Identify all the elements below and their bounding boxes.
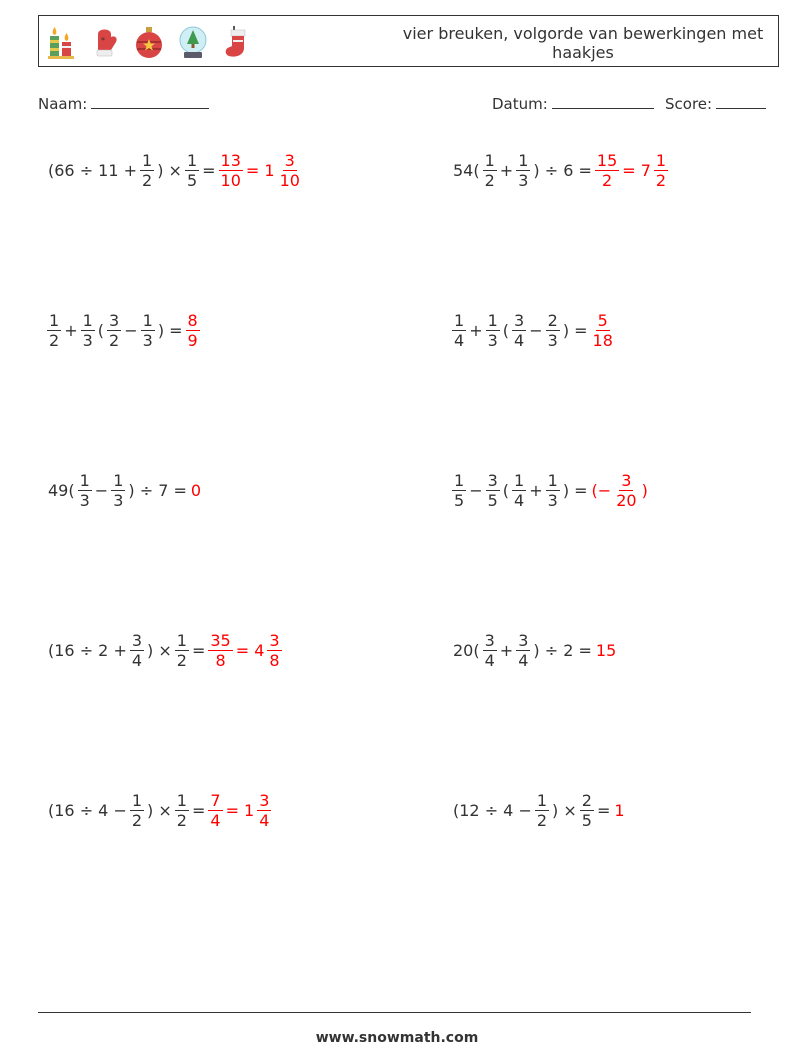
footer-url: www.snowmath.com xyxy=(315,1030,479,1046)
fraction-denominator: 3 xyxy=(142,330,153,350)
fraction-numerator: 3 xyxy=(259,790,270,810)
fraction-numerator: 1 xyxy=(518,150,529,170)
fraction-numerator: 3 xyxy=(269,630,280,650)
fraction xyxy=(140,151,154,190)
fraction xyxy=(185,151,199,190)
fraction xyxy=(267,631,281,670)
fraction-numerator: 3 xyxy=(484,630,495,650)
fraction-numerator: 1 xyxy=(514,470,525,490)
fraction-denominator: 3 xyxy=(547,490,558,510)
expr-text: = 1 xyxy=(245,160,275,180)
problem-3 xyxy=(46,305,201,355)
expr-text: 0 xyxy=(190,480,202,500)
expr-text: (− xyxy=(591,480,612,500)
fraction-numerator: 35 xyxy=(210,630,231,650)
problem-answer xyxy=(185,311,201,350)
fraction-numerator: 1 xyxy=(176,790,187,810)
expr-text: + xyxy=(529,480,543,500)
expr-text: = xyxy=(596,800,611,820)
problem-answer xyxy=(207,791,272,830)
expr-text: ) ÷ 6 = xyxy=(533,160,592,180)
problem-2 xyxy=(451,145,669,195)
fraction xyxy=(141,311,155,350)
expr-text: ) × xyxy=(147,640,172,660)
expr-text: + xyxy=(499,640,514,660)
expr-text: ( xyxy=(502,320,510,340)
score-field xyxy=(665,94,766,113)
fraction-numerator: 3 xyxy=(131,630,143,650)
fraction-numerator: 1 xyxy=(487,310,498,330)
worksheet-title: vier breuken, volgorde van bewerkingen met haakjes xyxy=(402,24,764,62)
expr-text: ) = xyxy=(562,320,588,340)
expr-text: = 7 xyxy=(622,160,651,180)
fraction-numerator: 3 xyxy=(518,630,529,650)
fraction xyxy=(535,791,549,830)
fraction-denominator: 2 xyxy=(142,170,153,190)
fraction xyxy=(78,471,92,510)
svg-text:*: * xyxy=(101,36,105,45)
fraction xyxy=(208,791,222,830)
expr-text: (66 ÷ 11 + xyxy=(48,160,138,180)
fraction-denominator: 4 xyxy=(210,810,221,830)
fraction-numerator: 13 xyxy=(220,150,241,170)
fraction xyxy=(483,151,497,190)
fraction-numerator: 3 xyxy=(514,310,525,330)
name-blank[interactable] xyxy=(91,94,209,109)
date-blank[interactable] xyxy=(552,94,654,109)
problem-answer xyxy=(594,151,669,190)
expr-text: 1 xyxy=(614,800,625,820)
problem-1 xyxy=(46,145,303,195)
fraction-numerator: 3 xyxy=(621,470,632,490)
date-field xyxy=(492,94,654,113)
stocking-icon xyxy=(221,24,253,60)
expr-text: − xyxy=(94,480,109,500)
footer-divider xyxy=(38,1012,751,1013)
fraction-numerator: 1 xyxy=(131,790,143,810)
fraction-denominator: 4 xyxy=(514,490,525,510)
fraction xyxy=(175,791,189,830)
fraction-denominator: 20 xyxy=(616,490,637,510)
expr-text: = xyxy=(191,640,206,660)
fraction-denominator: 2 xyxy=(601,170,613,190)
expr-text: (12 ÷ 4 − xyxy=(453,800,532,820)
fraction xyxy=(107,311,121,350)
fraction-numerator: 1 xyxy=(142,310,153,330)
problem-question xyxy=(451,311,590,350)
worksheet-header xyxy=(38,15,779,67)
expr-text: + xyxy=(469,320,483,340)
problem-7 xyxy=(46,625,283,675)
fraction-numerator: 3 xyxy=(284,150,295,170)
problem-answer xyxy=(207,631,282,670)
fraction-denominator: 2 xyxy=(131,810,143,830)
fraction xyxy=(186,311,200,350)
fraction-denominator: 4 xyxy=(518,650,529,670)
fraction-denominator: 2 xyxy=(176,810,187,830)
expr-text: − xyxy=(124,320,138,340)
problem-question xyxy=(46,151,218,190)
expr-text: ) × xyxy=(147,800,172,820)
fraction-denominator: 4 xyxy=(454,330,465,350)
fraction-numerator: 3 xyxy=(109,310,120,330)
fraction-denominator: 3 xyxy=(113,490,124,510)
problem-question xyxy=(451,631,594,670)
expr-text: = 4 xyxy=(235,640,265,660)
fraction-denominator: 3 xyxy=(79,490,90,510)
fraction-denominator: 4 xyxy=(131,650,143,670)
header-icons xyxy=(45,22,253,62)
fraction-denominator: 2 xyxy=(109,330,120,350)
expr-text: ) ÷ 2 = xyxy=(533,640,592,660)
fraction-denominator: 8 xyxy=(269,650,280,670)
score-blank[interactable] xyxy=(716,94,766,109)
problem-question xyxy=(46,471,189,510)
fraction xyxy=(516,631,530,670)
fraction-numerator: 8 xyxy=(187,310,198,330)
expr-text: 20( xyxy=(453,640,480,660)
fraction-denominator: 2 xyxy=(655,170,667,190)
fraction-denominator: 10 xyxy=(220,170,241,190)
fraction-numerator: 2 xyxy=(547,310,558,330)
fraction-denominator: 2 xyxy=(176,650,187,670)
fraction-denominator: 4 xyxy=(484,650,495,670)
fraction xyxy=(257,791,271,830)
expr-text: 15 xyxy=(595,640,617,660)
expr-text: ) = xyxy=(562,480,588,500)
fraction-denominator: 2 xyxy=(536,810,548,830)
expr-text: + xyxy=(499,160,514,180)
fraction-numerator: 1 xyxy=(186,150,198,170)
fraction-numerator: 15 xyxy=(596,150,618,170)
fraction-numerator: 1 xyxy=(454,470,465,490)
expr-text: (16 ÷ 2 + xyxy=(48,640,127,660)
fraction-numerator: 1 xyxy=(113,470,124,490)
expr-text: = xyxy=(202,160,216,180)
fraction xyxy=(654,151,668,190)
fraction-denominator: 2 xyxy=(49,330,60,350)
fraction-denominator: 10 xyxy=(279,170,300,190)
fraction-numerator: 3 xyxy=(487,470,498,490)
expr-text: − xyxy=(529,320,543,340)
fraction-numerator: 5 xyxy=(597,310,608,330)
fraction xyxy=(580,791,594,830)
fraction-denominator: 3 xyxy=(547,330,558,350)
problem-5 xyxy=(46,465,203,515)
fraction-numerator: 2 xyxy=(581,790,592,810)
fraction xyxy=(81,311,95,350)
expr-text: = 1 xyxy=(225,800,255,820)
fraction xyxy=(516,151,530,190)
fraction-numerator: 1 xyxy=(176,630,187,650)
date-label: Datum: xyxy=(492,95,548,113)
expr-text: ( xyxy=(97,320,105,340)
fraction xyxy=(614,471,638,510)
expr-text: 54( xyxy=(453,160,480,180)
fraction-denominator: 8 xyxy=(215,650,226,670)
fraction-denominator: 2 xyxy=(484,170,495,190)
expr-text: ( xyxy=(502,480,510,500)
fraction xyxy=(483,631,497,670)
fraction-numerator: 1 xyxy=(79,470,90,490)
problem-question xyxy=(451,791,612,830)
fraction-denominator: 5 xyxy=(186,170,198,190)
expr-text: 49( xyxy=(48,480,75,500)
fraction-numerator: 1 xyxy=(536,790,548,810)
problem-answer xyxy=(189,481,203,500)
fraction-denominator: 3 xyxy=(487,330,498,350)
fraction-denominator: 4 xyxy=(259,810,270,830)
fraction xyxy=(452,471,466,510)
problem-4 xyxy=(451,305,616,355)
expr-text: ) × xyxy=(552,800,577,820)
fraction xyxy=(546,311,560,350)
expr-text: ) ÷ 7 = xyxy=(128,480,187,500)
expr-text: (16 ÷ 4 − xyxy=(48,800,127,820)
ornament-icon xyxy=(133,24,165,60)
fraction-numerator: 1 xyxy=(655,150,667,170)
problem-9 xyxy=(46,785,272,835)
problem-question xyxy=(451,471,590,510)
fraction-denominator: 4 xyxy=(514,330,525,350)
fraction-numerator: 1 xyxy=(454,310,465,330)
expr-text: ) × xyxy=(157,160,182,180)
problem-answer xyxy=(612,801,626,820)
fraction xyxy=(278,151,302,190)
fraction xyxy=(130,791,144,830)
problem-answer xyxy=(218,151,303,190)
fraction-denominator: 3 xyxy=(82,330,93,350)
fraction-denominator: 5 xyxy=(581,810,592,830)
expr-text: + xyxy=(64,320,78,340)
expr-text: − xyxy=(469,480,483,500)
expr-text: ) xyxy=(641,480,648,500)
fraction-denominator: 3 xyxy=(518,170,529,190)
fraction-numerator: 1 xyxy=(49,310,60,330)
fraction-numerator: 1 xyxy=(82,310,93,330)
fraction xyxy=(512,311,526,350)
problem-question xyxy=(46,631,207,670)
fraction xyxy=(175,631,189,670)
fraction xyxy=(111,471,125,510)
fraction xyxy=(47,311,61,350)
fraction-denominator: 18 xyxy=(592,330,613,350)
problem-answer xyxy=(590,471,650,510)
problem-question xyxy=(46,791,207,830)
fraction xyxy=(591,311,615,350)
fraction xyxy=(486,311,500,350)
fraction xyxy=(219,151,243,190)
score-label: Score: xyxy=(665,95,713,113)
mitten-icon xyxy=(89,24,121,60)
candles-icon xyxy=(45,24,77,60)
fraction xyxy=(208,631,232,670)
fraction xyxy=(595,151,619,190)
problem-answer xyxy=(594,641,618,660)
expr-text: = xyxy=(191,800,206,820)
fraction-denominator: 5 xyxy=(487,490,498,510)
fraction xyxy=(546,471,560,510)
problem-10 xyxy=(451,785,627,835)
problem-question xyxy=(451,151,594,190)
fraction xyxy=(512,471,526,510)
expr-text: ) = xyxy=(157,320,183,340)
problem-8 xyxy=(451,625,618,675)
name-field xyxy=(38,94,209,113)
fraction-numerator: 1 xyxy=(547,470,558,490)
name-label: Naam: xyxy=(38,95,88,113)
snow-globe-icon xyxy=(177,24,209,60)
fraction-numerator: 1 xyxy=(142,150,153,170)
fraction xyxy=(452,311,466,350)
fraction-denominator: 9 xyxy=(187,330,198,350)
problem-question xyxy=(46,311,185,350)
fraction-numerator: 7 xyxy=(210,790,221,810)
problem-6 xyxy=(451,465,650,515)
fraction xyxy=(486,471,500,510)
fraction-denominator: 5 xyxy=(454,490,465,510)
fraction xyxy=(130,631,144,670)
fraction-numerator: 1 xyxy=(484,150,495,170)
problem-answer xyxy=(590,311,616,350)
